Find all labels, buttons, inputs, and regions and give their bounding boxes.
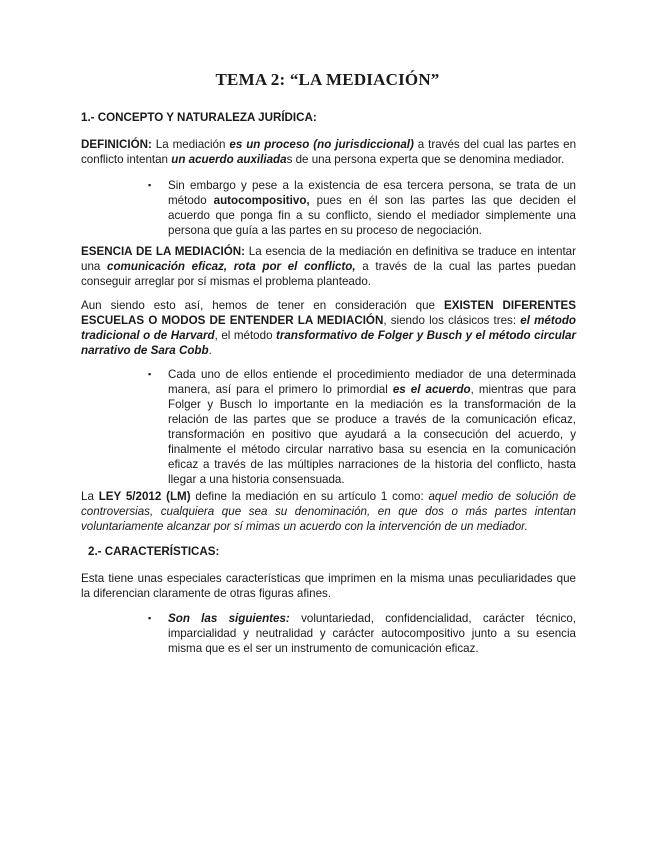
document-title: TEMA 2: “LA MEDIACIÓN”	[215, 70, 440, 89]
ley-emphasis-1: LEY 5/2012 (LM)	[98, 490, 191, 503]
escuelas-paragraph	[81, 298, 576, 358]
bullet3-text-1: voluntariedad, confidencialidad, carácter técnico, imparcialidad y neutralidad y carácter autocompositivo junto a su esencia misma que es el ser un instrumento de comunicación eficaz.	[168, 612, 576, 655]
section-2-heading: 2.- CARACTERÍSTICAS:	[88, 545, 220, 558]
escuelas-text-2: , siendo los clásicos tres:	[383, 314, 521, 327]
escuelas-text-4: .	[208, 344, 212, 357]
ley-quote: aquel medio de solución de controversias, cualquiera que sea su denominación, en que dos o más partes intentan voluntariamente alcanzar por sí mimas un acuerdo con la intervención de un mediador.	[81, 490, 576, 533]
definicion-text-3: s de una persona experta que se denomina mediador.	[286, 153, 565, 166]
escuelas-emphasis-2: el método tradicional o de Harvard	[81, 314, 576, 342]
bullet2-text-2: , mientras que para Folger y Busch lo importante en la mediación es la transformación de la relación de las partes que se produce a través de la comunicación eficaz, transformación en positivo que ayudará a la consecución del acuerdo, y finalmente el método circular narrativo basa su esencia en la comunicación eficaz a través de las múltiples narraciones de la historia del conflicto, hasta llegar a una historia consensuada.	[168, 383, 576, 486]
esencia-text-2: a través de la cual las partes puedan conseguir arreglar por sí mismas el problema planteado.	[81, 260, 576, 288]
ley-text-2: define la mediación en su artículo 1 como:	[190, 490, 429, 503]
bullet2-emphasis-1: es el acuerdo	[392, 383, 471, 396]
bullet-paragraph-2	[168, 367, 576, 487]
escuelas-text-3: , el método	[214, 329, 277, 342]
definicion-paragraph	[81, 137, 576, 167]
escuelas-text-1: Aun siendo esto así, hemos de tener en consideración que	[81, 299, 444, 312]
esencia-text-1: La esencia de la mediación en definitiva se traduce en intentar una	[81, 245, 576, 273]
definicion-text-2: a través del cual las partes en conflicto intentan	[81, 138, 577, 166]
esencia-emphasis-1: comunicación eficaz, rota por el conflicto,	[107, 260, 356, 273]
bullet1-text-1: Sin embargo y pese a la existencia de esa tercera persona, se trata de un método	[168, 179, 576, 207]
escuelas-emphasis-3: transformativo de Folger y Busch y el método circular narrativo de Sara Cobb	[81, 329, 576, 357]
bullet1-text-2: pues en él son las partes las que deciden el acuerdo que ponga fin a su conflicto, siendo el mediador simplemente una persona que guía a las partes en su proceso de negociación.	[168, 194, 576, 237]
definicion-emphasis-1: es un proceso (no jurisdiccional)	[229, 138, 414, 151]
bullet1-emphasis-1: autocompositivo,	[213, 194, 310, 207]
bullet3-emphasis-1: Son las siguientes:	[168, 612, 290, 625]
definicion-emphasis-2: un acuerdo auxiliada	[171, 153, 287, 166]
bullet-paragraph-1	[168, 178, 576, 238]
esencia-label: ESENCIA DE LA MEDIACIÓN:	[81, 245, 245, 258]
bullet-marker-3: ▪	[148, 613, 152, 623]
caracteristicas-paragraph: Esta tiene unas especiales características que imprimen en la misma unas peculiaridades que la diferencian claramente de otras figuras afines.	[81, 572, 576, 600]
definicion-label: DEFINICIÓN:	[81, 138, 152, 151]
section-1-heading: 1.- CONCEPTO Y NATURALEZA JURÍDICA:	[81, 111, 317, 124]
bullet2-text-1: Cada uno de ellos entiende el procedimiento mediador de una determinada manera, así para el primero lo primordial	[168, 368, 576, 396]
esencia-paragraph	[81, 244, 576, 289]
escuelas-emphasis-1: EXISTEN DIFERENTES ESCUELAS O MODOS DE ENTENDER LA MEDIACIÓN	[81, 299, 576, 327]
bullet-marker-1: ▪	[148, 180, 152, 190]
ley-text-1: La	[81, 490, 99, 503]
bullet-paragraph-3	[168, 611, 576, 656]
ley-paragraph	[81, 489, 576, 534]
bullet-marker-2: ▪	[148, 369, 152, 379]
definicion-text-1: La mediación	[151, 138, 230, 151]
